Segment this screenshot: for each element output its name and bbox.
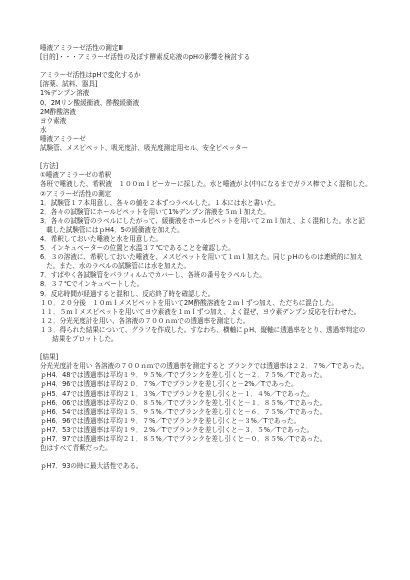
text-line: 7．すばやく各試験管をパラフィルムでカバーし、各班の番号をラベルした。 (40, 271, 266, 280)
text-line: 結果をプロットした。 (40, 335, 118, 343)
text-line: ｐH6．96では透過率は平均１９．７%／Tでブランクを差し引くと－３%／Tであった。 (40, 416, 301, 425)
doc-title: 唾液アミラーゼ活性の測定Ⅲ (40, 44, 123, 52)
text-line: １１．５ｍｌメスピペットを用いてヨウ素液を１ｍｌずつ加え、よく混ぜ、ヨウ素デンプン反応を行わせた。 (40, 307, 361, 316)
text-line: 0、2Mリン酸緩衝液、酢酸緩衝液 (40, 98, 139, 107)
text-line: 1．試験管１７本用意し、各々の値を２本ずつラベルした。１本には水と書いた。 (40, 198, 280, 207)
method-sub2: ②アミラーゼ活性の測定 (40, 189, 112, 198)
text-line: た。また、水のラベルの試験管には水を加えた。 (40, 262, 191, 271)
text-line: 8．３７℃でインキュベートした。 (40, 280, 144, 289)
text-line: 色はすべて青紫だった。 (40, 444, 112, 453)
text-line: ｐH5．47では透過率は平均２１．３%／Tでブランクを差し引くと－１．４%／Tであった。 (40, 389, 314, 398)
materials-list (40, 89, 386, 153)
text-line: 試験管、メスピペット、吸光度計、吸光度測定用セル、安全ピペッター (40, 144, 249, 153)
text-line: 2．各々の試験管にホールピペットを用いて1%デンプン溶液を５ｍｌ加えた。 (40, 207, 270, 216)
text-line: ｐH6．54では透過率は平均１５．９５%／Tでブランクを差し引くと－６．７５%／Tであった。 (40, 407, 327, 416)
text-line: １３．得られた結果について、グラフを作成した。すなわち、横軸にｐH、縦軸に透過率をとり、透過率判定の (40, 325, 366, 334)
text-line: 5．インキュベーターの位置と水温３７℃であることを確認した。 (40, 244, 235, 253)
text-line: 唾液アミラーゼ (40, 134, 86, 143)
text-line: 2M酢酸溶液 (40, 107, 76, 116)
text-line: ｐH7．53では透過率は平均１９．２%／Tでブランクを差し引くと－３．５%／Tであった。 (40, 425, 314, 434)
results-list (40, 371, 386, 453)
method-steps (40, 199, 386, 345)
spacer (40, 453, 386, 462)
spacer (40, 153, 386, 162)
text-line: 分光光度計を用い 各溶液の７００ｎｍでの透過率を測定すると ブランクでは透過率は２２．７%／Tであった。 (40, 362, 369, 371)
spacer (40, 62, 386, 71)
method-heading: [方法] (40, 162, 59, 171)
text-line: 載した試験管にはｐH4．5の緩衝液を加えた。 (40, 225, 184, 234)
text-line: 1%デンプン溶液 (40, 89, 90, 98)
results-intro (40, 362, 386, 371)
text-line: １２．分光光度計を用い、各溶液の７００ｎｍでの透過率を測定した。 (40, 316, 250, 325)
text-line: 9．反応時間が経過すると混和し、反応終了時を確認した。 (40, 289, 215, 298)
conclusion: ｐH7．93の時に最大活性である。 (40, 462, 143, 471)
text-line: ヨウ素液 (40, 116, 67, 125)
doc-purpose: [目的]・・・アミラーゼ活性の及ぼす酵素反応液のpHの影響を検討する (40, 53, 251, 62)
text-line: １０．２０分後 １０ｍｌメスピペットを用いて2M酢酸溶液を２ｍｌずつ加え、ただちに混合した。 (40, 298, 338, 307)
materials-heading: [溶薬、試料、器具] (40, 80, 98, 89)
text-line: ｐH4．96では透過率は平均２０．７%／Tでブランクを差し引くと－2%／Tであった。 (40, 380, 298, 389)
text-line: 4．希釈しておいた唾液と水を用意した。 (40, 234, 162, 243)
method-sub1-text (40, 180, 386, 189)
text-line: ｐH4．48では透過率は平均１９．９５%／Tでブランクを差し引くと－２．７５%／Tであった。 (40, 371, 327, 380)
text-line: ｐH6．06では透過率は平均２０．８５%／Tでブランクを差し引くと－１．８５%／Tであった。 (40, 398, 327, 407)
spacer (40, 344, 386, 353)
doc-hypothesis: アミラーゼ活性はpHで変化するか (40, 71, 141, 80)
text-line: 3．各々の試験管のラベルにしたがって、緩衝液をホールピペットを用いて２ｍｌ加え、よく混和した。水と記 (40, 216, 365, 225)
text-line: 6．３の溶液に、希釈しておいた唾液を、メスピペットを用いて１ｍｌ加えた。同じｐHのものは連続的に加え (40, 253, 364, 262)
method-sub1: ①唾液アミラーゼの希釈 (40, 171, 112, 180)
text-line: 水 (40, 125, 47, 134)
results-heading: [結果] (40, 353, 59, 362)
text-line: 各班で唾液した、希釈液 １００ｍｌビーカーに採した。水と唾液がよ(中)になるまでガラス棒でよく混和した。 (40, 180, 372, 189)
text-line: ｐH7．97では透過率は平均２１．８５%／Tでブランクを差し引くと－０．８５%／Tであった。 (40, 435, 327, 444)
